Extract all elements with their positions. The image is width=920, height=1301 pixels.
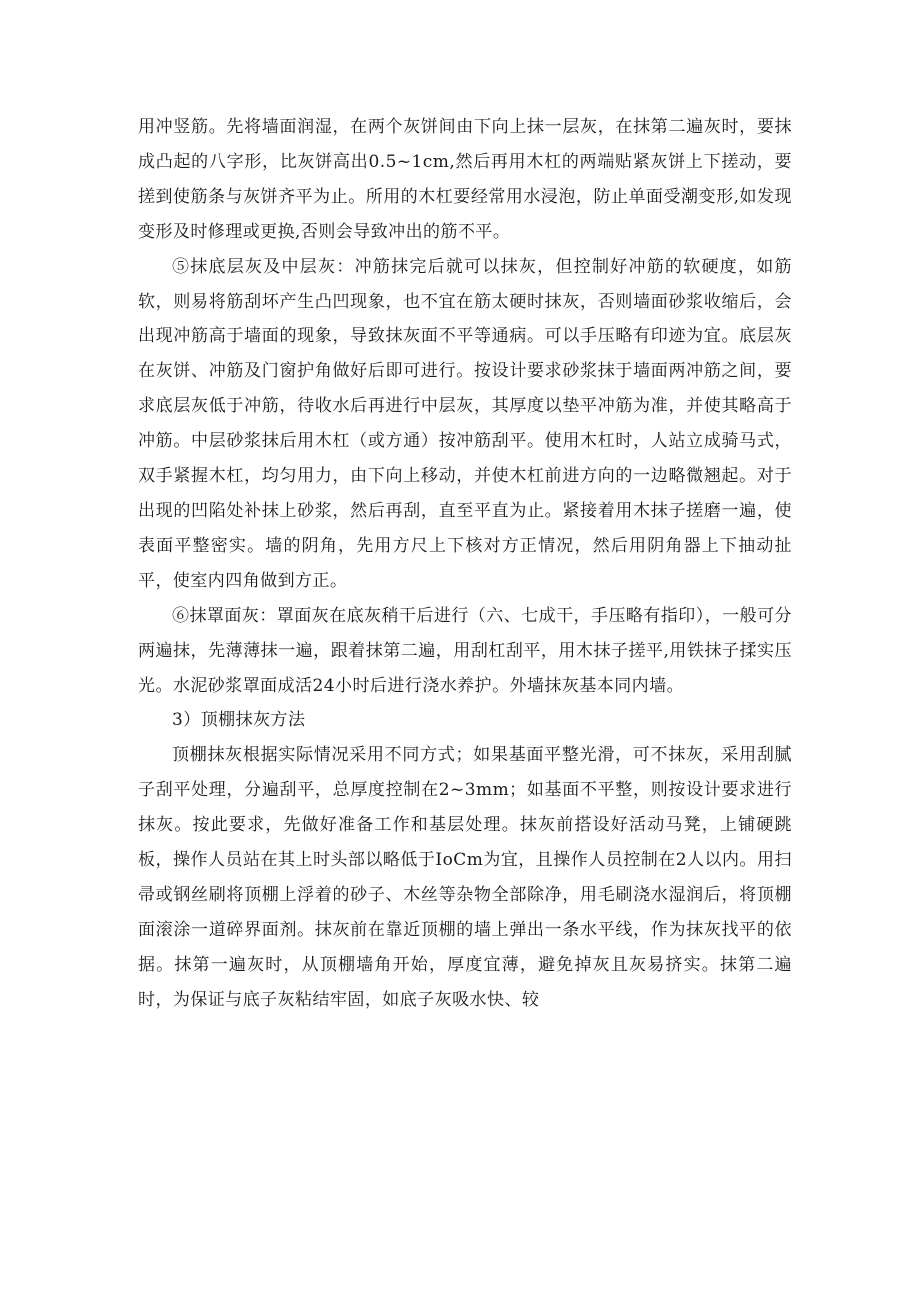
paragraph-ceiling-plastering-method: 顶棚抹灰根据实际情况采用不同方式；如果基面平整光滑，可不抹灰，采用刮腻子刮平处理，分遍刮平，总厚度控制在2~3mm；如基面不平整，则按设计要求进行抹灰。按此要求，先做好准备工作和基层处理。抹灰前搭设好活动马凳，上铺硬跳板，操作人员站在其上时头部以略低于IoCm为宜，且操作人员控制在2人以内。用扫帚或钢丝刷将顶棚上浮着的砂子、木丝等杂物全部除净，用毛刷浇水湿润后，将顶棚面滚涂一道碎界面剂。抹灰前在靠近顶棚的墙上弹出一条水平线，作为抹灰找平的依据。抹第一遍灰时，从顶棚墙角开始，厚度宜薄，避免掉灰且灰易挤实。抹第二遍时，为保证与底子灰粘结牢固，如底子灰吸水快、较: [138, 745, 792, 1010]
paragraph-vertical-screed: 用冲竖筋。先将墙面润湿，在两个灰饼间由下向上抹一层灰，在抹第二遍灰时，要抹成凸起的八字形，比灰饼高出0.5~1cm,然后再用木杠的两端贴紧灰饼上下搓动，要搓到使筋条与灰饼齐平为止。所用的木杠要经常用水浸泡，防止单面受潮变形,如发现变形及时修理或更换,否则会导致冲出的筋不平。: [138, 117, 792, 242]
document-body: [138, 110, 792, 1018]
paragraph-base-and-middle-coat: ⑤抹底层灰及中层灰：冲筋抹完后就可以抹灰，但控制好冲筋的软硬度，如筋软，则易将筋刮坏产生凸凹现象，也不宜在筋太硬时抹灰，否则墙面砂浆收缩后，会出现冲筋高于墙面的现象，导致抹灰面不平等通病。可以手压略有印迹为宜。底层灰在灰饼、冲筋及门窗护角做好后即可进行。按设计要求砂浆抹于墙面两冲筋之间，要求底层灰低于冲筋，待收水后再进行中层灰，其厚度以垫平冲筋为准，并使其略高于冲筋。中层砂浆抹后用木杠（或方通）按冲筋刮平。使用木杠时，人站立成骑马式，双手紧握木杠，均匀用力，由下向上移动，并使木杠前进方向的一边略微翘起。对于出现的凹陷处补抹上砂浆，然后再刮，直至平直为止。紧接着用木抹子搓磨一遍，使表面平整密实。墙的阴角，先用方尺上下核对方正情况，然后用阴角器上下抽动扯平，使室内四角做到方正。: [138, 256, 792, 591]
paragraph-finish-coat: ⑥抹罩面灰：罩面灰在底灰稍干后进行（六、七成干，手压略有指印），一般可分两遍抹，先薄薄抹一遍，跟着抹第二遍，用刮杠刮平，用木抹子搓平,用铁抹子揉实压光。水泥砂浆罩面成活24小时后进行浇水养护。外墙抹灰基本同内墙。: [138, 605, 792, 696]
section-heading-ceiling-plastering: 3）顶棚抹灰方法: [172, 710, 306, 731]
